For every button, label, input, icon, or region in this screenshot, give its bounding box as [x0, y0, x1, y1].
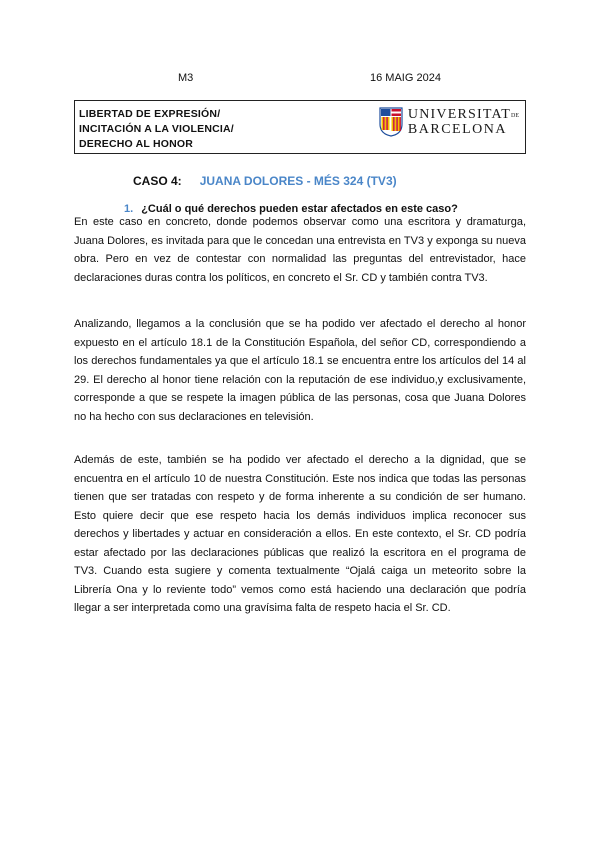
paragraph: Analizando, llegamos a la conclusión que se ha podido ver afectado el derecho al honor expuesto en el artículo 18.1 de la Constitución Española, del señor CD, correspondiendo a los derechos fundamentales ya que el artículo 18.1 se encuentra entre los artículos del 14 al 29. El derecho al honor tiene relación con la reputación de ese individuo,y exclusivamente, corresponde a que se respete la imagen pública de las personas, cosa que Juana Dolores no ha hecho con sus declaraciones en televisión.: [74, 318, 526, 423]
university-shield-icon: [379, 107, 403, 137]
title-line: DERECHO AL HONOR: [79, 138, 194, 150]
wordmark-barcelona: BARCELONA: [407, 121, 507, 137]
paragraph: Además de este, también se ha podido ver afectado el derecho a la dignidad, que se encuentra en el artículo 10 de nuestra Constitución. Este nos indica que todas las personas tienen que ser tratadas con respeto y de forma inherente a su condición de ser humano. Esto quiere decir que ese respeto hacia los demás individuos implica reconocer sus derechos y libertades y actuar en consideración a ellos. En este contexto, el Sr. CD podría estar afectado por las declaraciones públicas que realizó la escritora en el programa de TV3. Cuando esta sugiere y comenta textualmente “Ojalá caiga un meteorito sobre la Librería Ona y lo reviente todo” vemos como está haciendo una declaración que podría llegar a ser interpretada como una gravísima falta de respeto hacia el Sr. CD.: [74, 454, 526, 614]
title-line: LIBERTAD DE EXPRESIÓN/: [79, 108, 221, 120]
case-heading: [133, 174, 397, 188]
title-box: [74, 100, 526, 154]
document-date: 16 MAIG 2024: [370, 72, 441, 84]
wordmark-universitat: UNIVERSITAT: [407, 106, 511, 122]
university-logo: [379, 107, 519, 137]
question-text: ¿Cuál o qué derechos pueden estar afectados en este caso?: [141, 203, 458, 215]
paragraph: En este caso en concreto, donde podemos observar como una escritora y dramaturga, Juana Dolores, es invitada para que le concedan una entrevista en TV3 y exponga su nueva obra. Pero en vez de contestar con normalidad las preguntas del entrevistador, hace declaraciones duras contra los políticos, en concreto el Sr. CD y también contra TV3.: [74, 216, 526, 284]
university-wordmark: [408, 108, 519, 137]
module-code: M3: [178, 72, 194, 84]
question-number: 1.: [124, 203, 134, 215]
document-title: [79, 107, 234, 152]
title-line: INCITACIÓN A LA VIOLENCIA/: [79, 123, 234, 135]
case-name: JUANA DOLORES - MÉS 324 (TV3): [199, 174, 397, 188]
case-label: CASO 4:: [133, 174, 182, 188]
wordmark-de: DE: [511, 112, 519, 119]
